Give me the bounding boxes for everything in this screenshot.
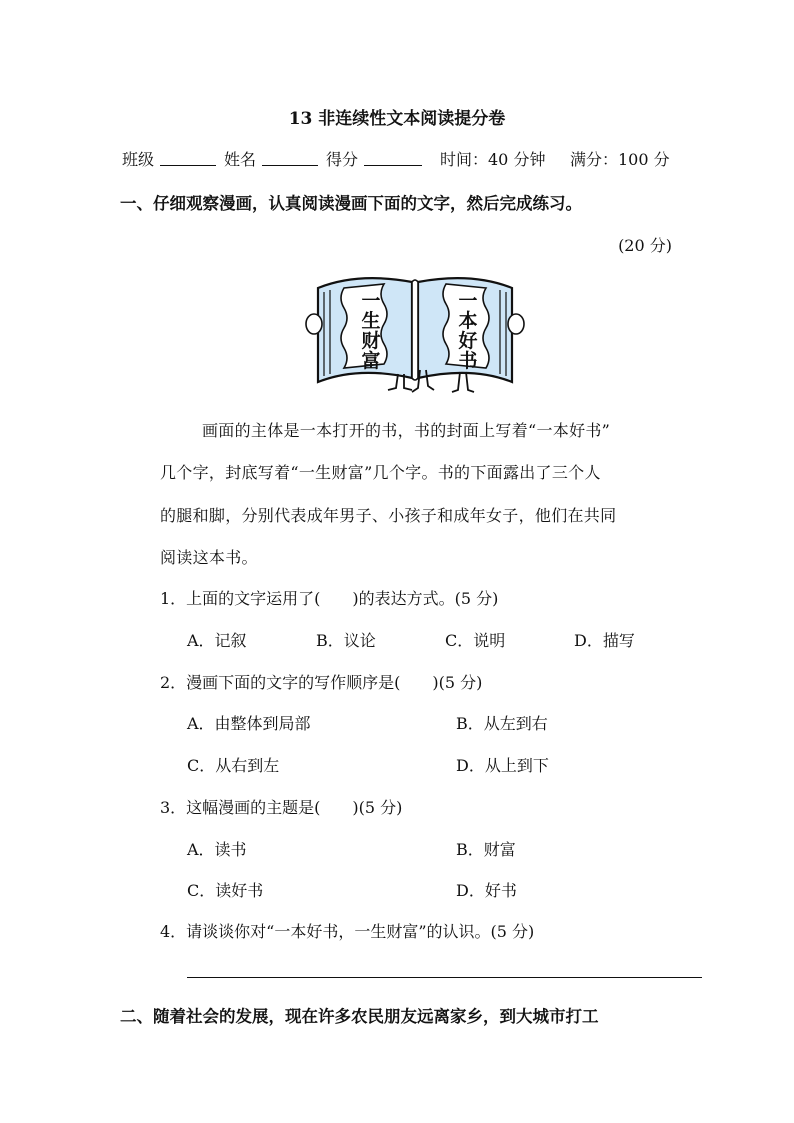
comic-open-book [300, 266, 530, 394]
section1-heading: 一、仔细观察漫画，认真阅读漫画下面的文字，然后完成练习。 [120, 194, 582, 213]
question-2: 2．漫画下面的文字的写作顺序是( )(5 分) [160, 673, 483, 692]
q3-option-b[interactable]: B．财富 [456, 840, 516, 859]
q1-option-a[interactable]: A．记叙 [187, 631, 247, 650]
q1-option-d[interactable]: D．描写 [574, 631, 635, 650]
right-hand-icon [508, 314, 524, 334]
q3-option-a[interactable]: A．读书 [187, 840, 247, 859]
comic-left-text: 一 生 财 富 [361, 290, 381, 372]
time-text: 时间：40 分钟 [440, 150, 546, 169]
name-label: 姓名 [224, 150, 257, 169]
question-1: 1．上面的文字运用了( )的表达方式。(5 分) [160, 589, 499, 608]
comic-right-text: 一 本 好 书 [458, 290, 478, 372]
paragraph-line-1: 画面的主体是一本打开的书，书的封面上写着“一本好书” [202, 421, 611, 440]
class-blank[interactable] [160, 148, 216, 167]
q2-option-d[interactable]: D．从上到下 [456, 756, 549, 775]
question-3: 3．这幅漫画的主题是( )(5 分) [160, 798, 403, 817]
answer-line[interactable] [187, 977, 702, 978]
q3-option-c[interactable]: C．读好书 [187, 881, 264, 900]
page-title: 13 非连续性文本阅读提分卷 [288, 109, 506, 129]
paragraph-line-3: 的腿和脚，分别代表成年男子、小孩子和成年女子，他们在共同 [160, 506, 617, 525]
score-blank[interactable] [364, 148, 422, 167]
section2-heading: 二、随着社会的发展，现在许多农民朋友远离家乡，到大城市打工 [120, 1007, 599, 1026]
paragraph-line-2: 几个字，封底写着“一生财富”几个字。书的下面露出了三个人 [160, 463, 601, 482]
q1-option-c[interactable]: C．说明 [445, 631, 506, 650]
left-hand-icon [306, 314, 322, 334]
full-score-text: 满分：100 分 [570, 150, 670, 169]
paragraph-line-4: 阅读这本书。 [160, 548, 258, 567]
q2-option-c[interactable]: C．从右到左 [187, 756, 280, 775]
q1-option-b[interactable]: B．议论 [316, 631, 376, 650]
section1-score: (20 分) [618, 236, 672, 255]
name-blank[interactable] [262, 148, 318, 167]
score-label: 得分 [326, 150, 359, 169]
question-4: 4．请谈谈你对“一本好书，一生财富”的认识。(5 分) [160, 922, 535, 941]
class-label: 班级 [122, 150, 155, 169]
q2-option-a[interactable]: A．由整体到局部 [187, 714, 311, 733]
q3-option-d[interactable]: D．好书 [456, 881, 517, 900]
q2-option-b[interactable]: B．从左到右 [456, 714, 548, 733]
